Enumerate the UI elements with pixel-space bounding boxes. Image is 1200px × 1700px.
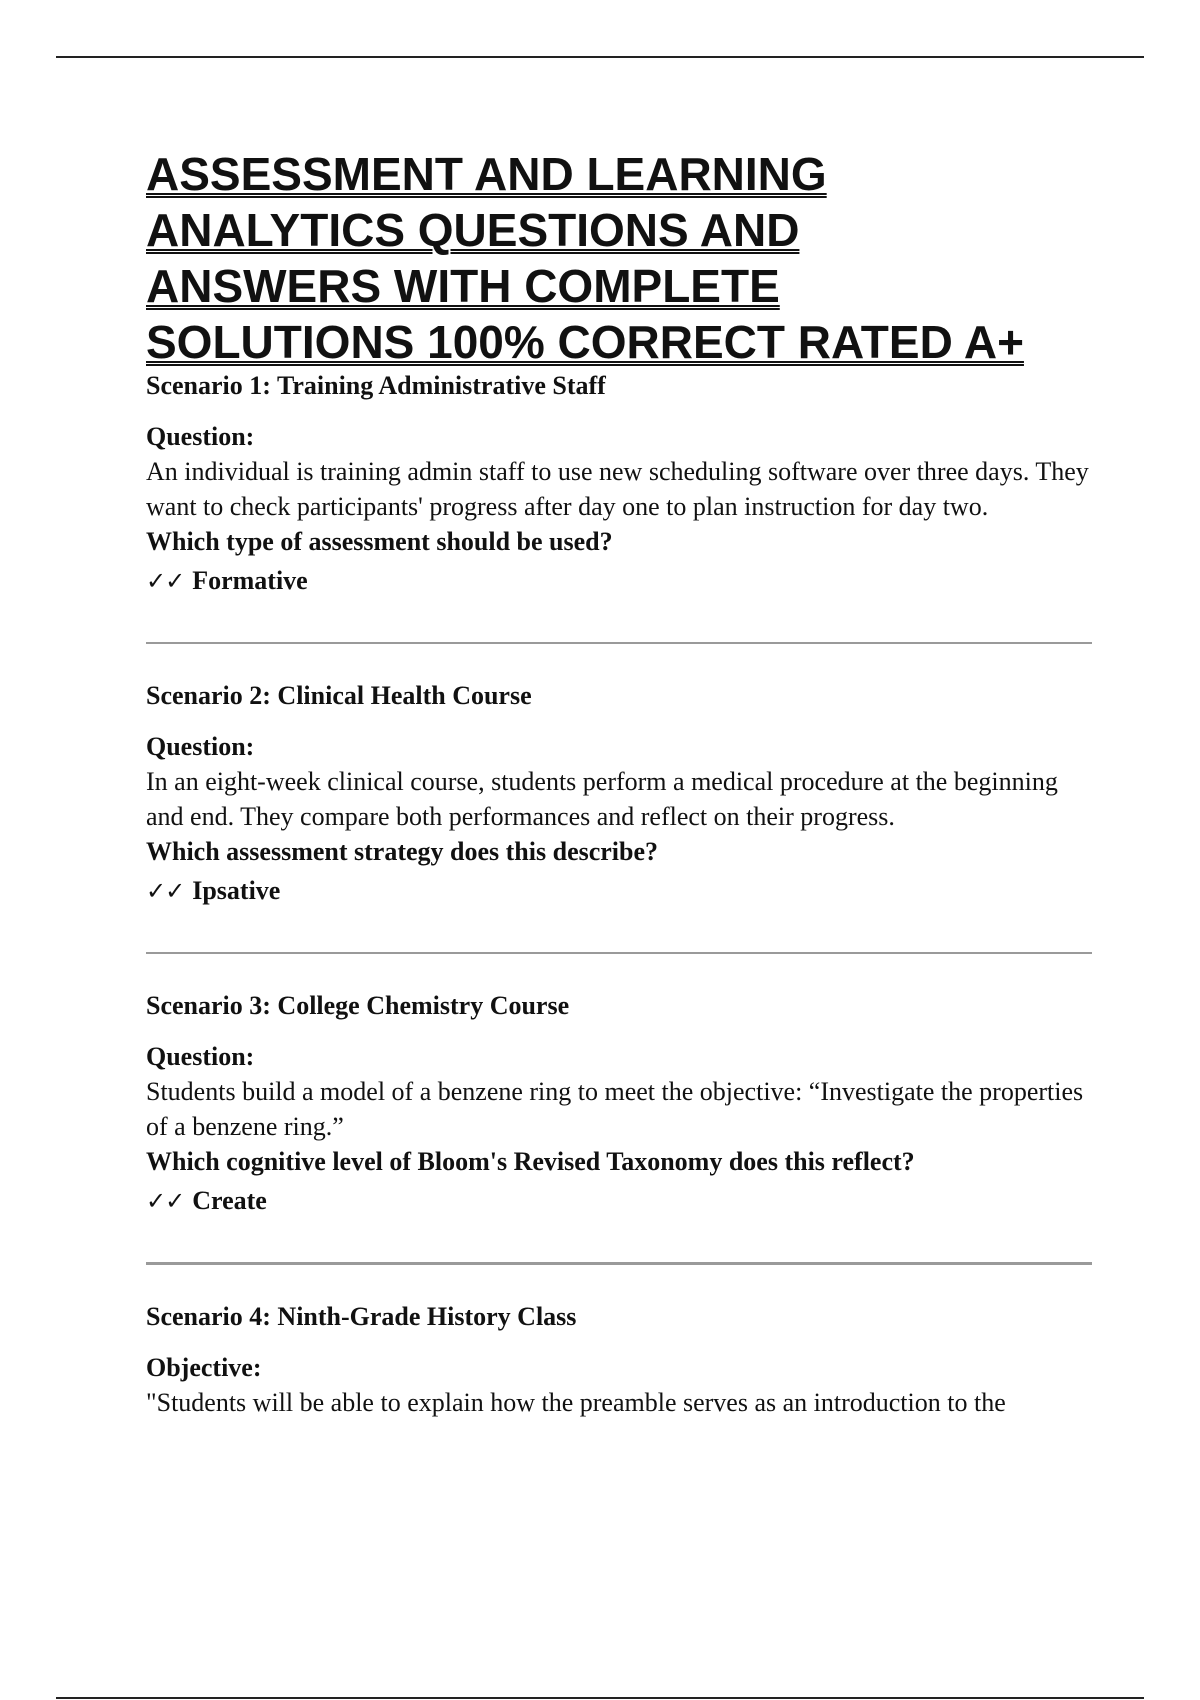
objective-label: Objective: (146, 1353, 262, 1382)
document-title (146, 146, 1092, 370)
question-prompt: Which type of assessment should be used? (146, 527, 613, 556)
answer-text: Formative (192, 566, 308, 595)
question-text: An individual is training admin staff to use new scheduling software over three days. They want to check participants' progress after day one to plan instruction for day two. (146, 457, 1089, 521)
answer-text: Ipsative (192, 876, 281, 905)
page-bottom-rule (56, 1697, 1144, 1699)
section-divider (146, 952, 1092, 954)
question-label: Question: (146, 422, 255, 451)
question-text: In an eight-week clinical course, students perform a medical procedure at the beginning and end. They compare both performances and reflect on their progress. (146, 767, 1058, 831)
scenario-heading: Scenario 4: Ninth-Grade History Class (146, 1302, 577, 1331)
scenario-2 (146, 680, 1092, 908)
scenario-4 (146, 1301, 1092, 1420)
double-check-icon: ✓✓ (146, 877, 185, 905)
page-top-rule (56, 56, 1144, 58)
title-line: ASSESSMENT AND LEARNING (146, 148, 827, 200)
answer (146, 874, 1092, 908)
scenario-heading: Scenario 1: Training Administrative Staff (146, 371, 606, 400)
scenario-heading: Scenario 2: Clinical Health Course (146, 681, 532, 710)
double-check-icon: ✓✓ (146, 567, 185, 595)
title-line: ANALYTICS QUESTIONS AND (146, 204, 800, 256)
title-line: SOLUTIONS 100% CORRECT RATED A+ (146, 316, 1024, 368)
scenario-heading: Scenario 3: College Chemistry Course (146, 991, 570, 1020)
question-prompt: Which cognitive level of Bloom's Revised Taxonomy does this reflect? (146, 1147, 915, 1176)
question-text: Students build a model of a benzene ring to meet the objective: “Investigate the properties of a benzene ring.” (146, 1077, 1084, 1141)
answer (146, 564, 1092, 598)
question-label: Question: (146, 1042, 255, 1071)
objective-text: "Students will be able to explain how the preamble serves as an introduction to the (146, 1388, 1006, 1417)
answer (146, 1184, 1092, 1218)
double-check-icon: ✓✓ (146, 1187, 185, 1215)
title-line: ANSWERS WITH COMPLETE (146, 260, 780, 312)
answer-text: Create (192, 1186, 267, 1215)
scenario-1 (146, 370, 1092, 598)
question-label: Question: (146, 732, 255, 761)
document-body (146, 146, 1092, 1420)
section-divider (146, 1262, 1092, 1265)
scenario-3 (146, 990, 1092, 1218)
section-divider (146, 642, 1092, 644)
question-prompt: Which assessment strategy does this describe? (146, 837, 659, 866)
